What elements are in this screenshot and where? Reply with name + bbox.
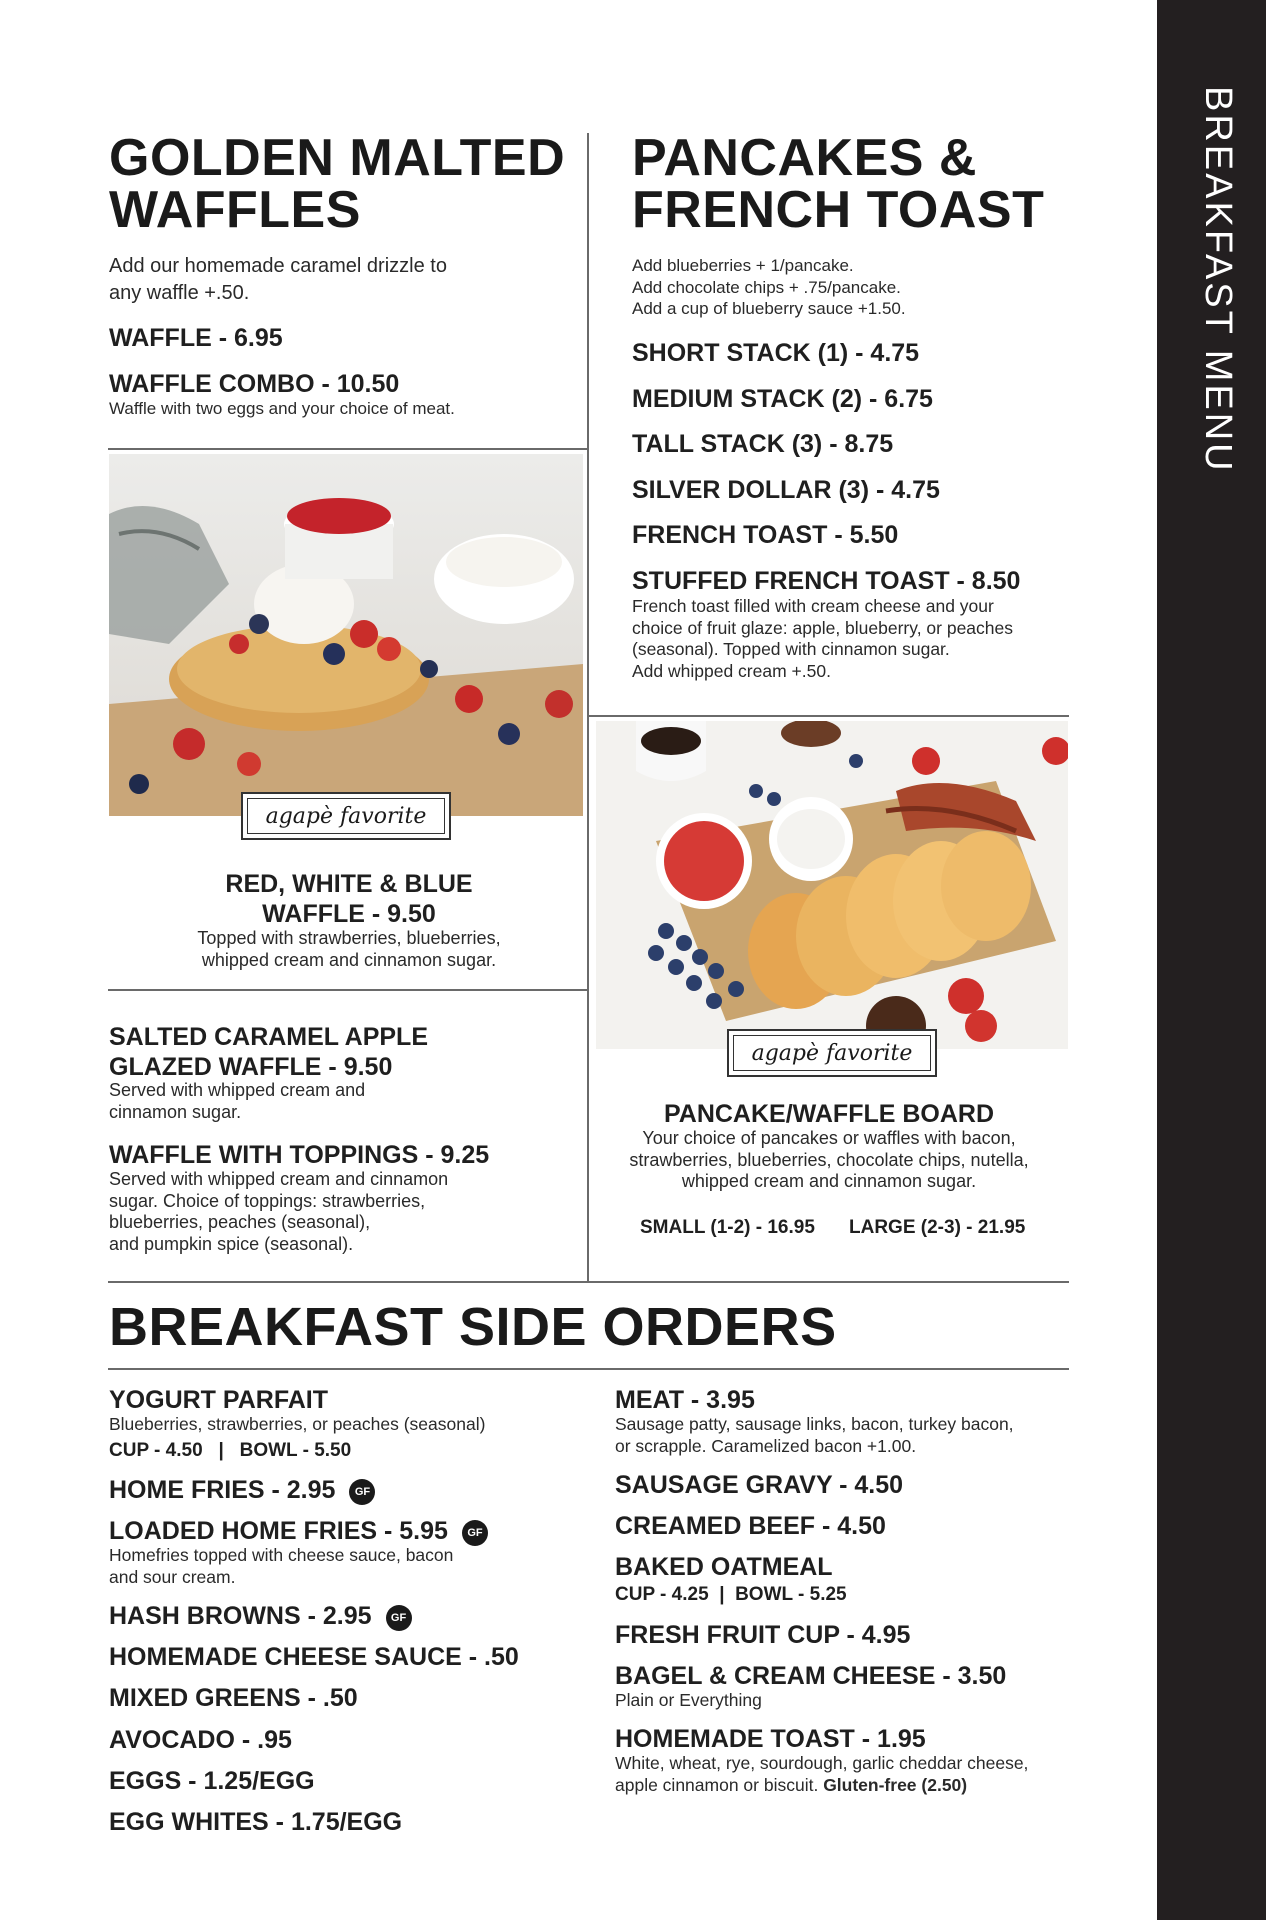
loaded-fries-desc: Homefries topped with cheese sauce, bacon and sour cream. — [109, 1545, 454, 1587]
avocado-item: AVOCADO - .95 — [109, 1726, 292, 1754]
sausage-gravy-item: SAUSAGE GRAVY - 4.50 — [615, 1471, 904, 1499]
parfait-desc: Blueberries, strawberries, or peaches (seasonal) — [109, 1414, 486, 1434]
toast-gluten-free-note: Gluten-free (2.50) — [823, 1774, 968, 1795]
stuffed-toast-desc: French toast filled with cream cheese and your choice of fruit glaze: apple, blueberry, or peaches (seasonal). Topped with cinnamon sugar. Add whipped cream +.50. — [632, 596, 1014, 681]
cheese-sauce-item: HOMEMADE CHEESE SAUCE - .50 — [109, 1643, 519, 1671]
sides-rule-top — [108, 1281, 1069, 1283]
parfait-sizes: CUP - 4.50 | BOWL - 5.50 — [109, 1440, 352, 1461]
waffle-combo-desc: Waffle with two eggs and your choice of meat. — [109, 399, 455, 418]
loaded-fries-item: LOADED HOME FRIES - 5.95 GF — [109, 1516, 488, 1546]
meat-item: MEAT - 3.95 — [615, 1386, 755, 1414]
pancake-item: STUFFED FRENCH TOAST - 8.50 — [632, 566, 1021, 595]
board-favorite-badge: agapè favorite — [727, 1029, 937, 1077]
sidebar — [1157, 0, 1266, 1920]
fruit-cup-item: FRESH FRUIT CUP - 4.95 — [615, 1621, 911, 1649]
toast-item: HOMEMADE TOAST - 1.95 — [615, 1725, 926, 1753]
meat-desc: Sausage patty, sausage links, bacon, turkey bacon, or scrapple. Caramelized bacon +1.00. — [615, 1414, 1014, 1456]
caramel-waffle-desc: Served with whipped cream and cinnamon sugar. — [109, 1080, 366, 1122]
pancake-board-photo — [596, 721, 1068, 1049]
sidebar-label: BREAKFAST MENU — [1197, 86, 1239, 474]
rwb-waffle-item: RED, WHITE & BLUE WAFFLE - 9.50 — [225, 870, 473, 928]
gluten-free-icon: GF — [349, 1479, 375, 1505]
pancakes-intro: Add blueberries + 1/pancake. Add chocolate chips + .75/pancake. Add a cup of blueberry sauce +1.50. — [632, 256, 906, 318]
mixed-greens-item: MIXED GREENS - .50 — [109, 1684, 358, 1712]
waffle-item: WAFFLE - 6.95 — [109, 324, 283, 352]
rwb-waffle-desc: Topped with strawberries, blueberries, whipped cream and cinnamon sugar. — [197, 928, 501, 970]
toast-desc: White, wheat, rye, sourdough, garlic cheddar cheese, apple cinnamon or biscuit. Gluten-free (2.50) — [615, 1753, 1029, 1795]
parfait-item: YOGURT PARFAIT — [109, 1386, 328, 1414]
eggs-item: EGGS - 1.25/EGG — [109, 1767, 315, 1795]
waffles-rule-2 — [108, 989, 587, 991]
oatmeal-item: BAKED OATMEAL — [615, 1553, 833, 1581]
waffles-intro: Add our homemade caramel drizzle to any waffle +.50. — [109, 255, 447, 304]
board-small-price: SMALL (1-2) - 16.95 — [640, 1217, 815, 1238]
hash-browns-item: HASH BROWNS - 2.95 GF — [109, 1601, 412, 1631]
gluten-free-icon: GF — [462, 1520, 488, 1546]
waffle-favorite-badge: agapè favorite — [241, 792, 451, 840]
waffles-title: GOLDEN MALTED WAFFLES — [109, 129, 566, 239]
bagel-item: BAGEL & CREAM CHEESE - 3.50 — [615, 1662, 1007, 1690]
sides-rule-bottom — [108, 1368, 1069, 1370]
pancake-item: MEDIUM STACK (2) - 6.75 — [632, 384, 933, 413]
waffles-rule-1 — [108, 448, 587, 450]
waffle-combo-item: WAFFLE COMBO - 10.50 — [109, 370, 400, 398]
egg-whites-item: EGG WHITES - 1.75/EGG — [109, 1808, 403, 1836]
oatmeal-sizes: CUP - 4.25 | BOWL - 5.25 — [615, 1584, 847, 1605]
toppings-waffle-item: WAFFLE WITH TOPPINGS - 9.25 — [109, 1141, 490, 1169]
home-fries-item: HOME FRIES - 2.95 GF — [109, 1475, 375, 1505]
gluten-free-icon: GF — [386, 1605, 412, 1631]
board-large-price: LARGE (2-3) - 21.95 — [849, 1217, 1026, 1238]
waffle-photo — [109, 454, 583, 816]
caramel-waffle-item: SALTED CARAMEL APPLE GLAZED WAFFLE - 9.50 — [109, 1023, 428, 1081]
pancakes-title: PANCAKES & FRENCH TOAST — [632, 129, 1045, 239]
bagel-desc: Plain or Everything — [615, 1690, 762, 1710]
pancakes-list — [632, 338, 1020, 596]
board-title: PANCAKE/WAFFLE BOARD — [663, 1100, 995, 1128]
pancake-item: FRENCH TOAST - 5.50 — [632, 521, 899, 550]
pancakes-rule — [589, 715, 1069, 717]
pancake-item: SILVER DOLLAR (3) - 4.75 — [632, 475, 940, 504]
board-desc: Your choice of pancakes or waffles with bacon, strawberries, blueberries, chocolate chips, nutella, whipped cream and cinnamon sugar. — [629, 1128, 1029, 1191]
creamed-beef-item: CREAMED BEEF - 4.50 — [615, 1512, 886, 1540]
toppings-waffle-desc: Served with whipped cream and cinnamon sugar. Choice of toppings: strawberries, blueberries, peaches (seasonal), and pumpkin spice (seasonal). — [109, 1169, 449, 1254]
pancake-item: TALL STACK (3) - 8.75 — [632, 430, 894, 459]
pancake-item: SHORT STACK (1) - 4.75 — [632, 339, 920, 367]
sides-title: BREAKFAST SIDE ORDERS — [109, 1297, 837, 1357]
